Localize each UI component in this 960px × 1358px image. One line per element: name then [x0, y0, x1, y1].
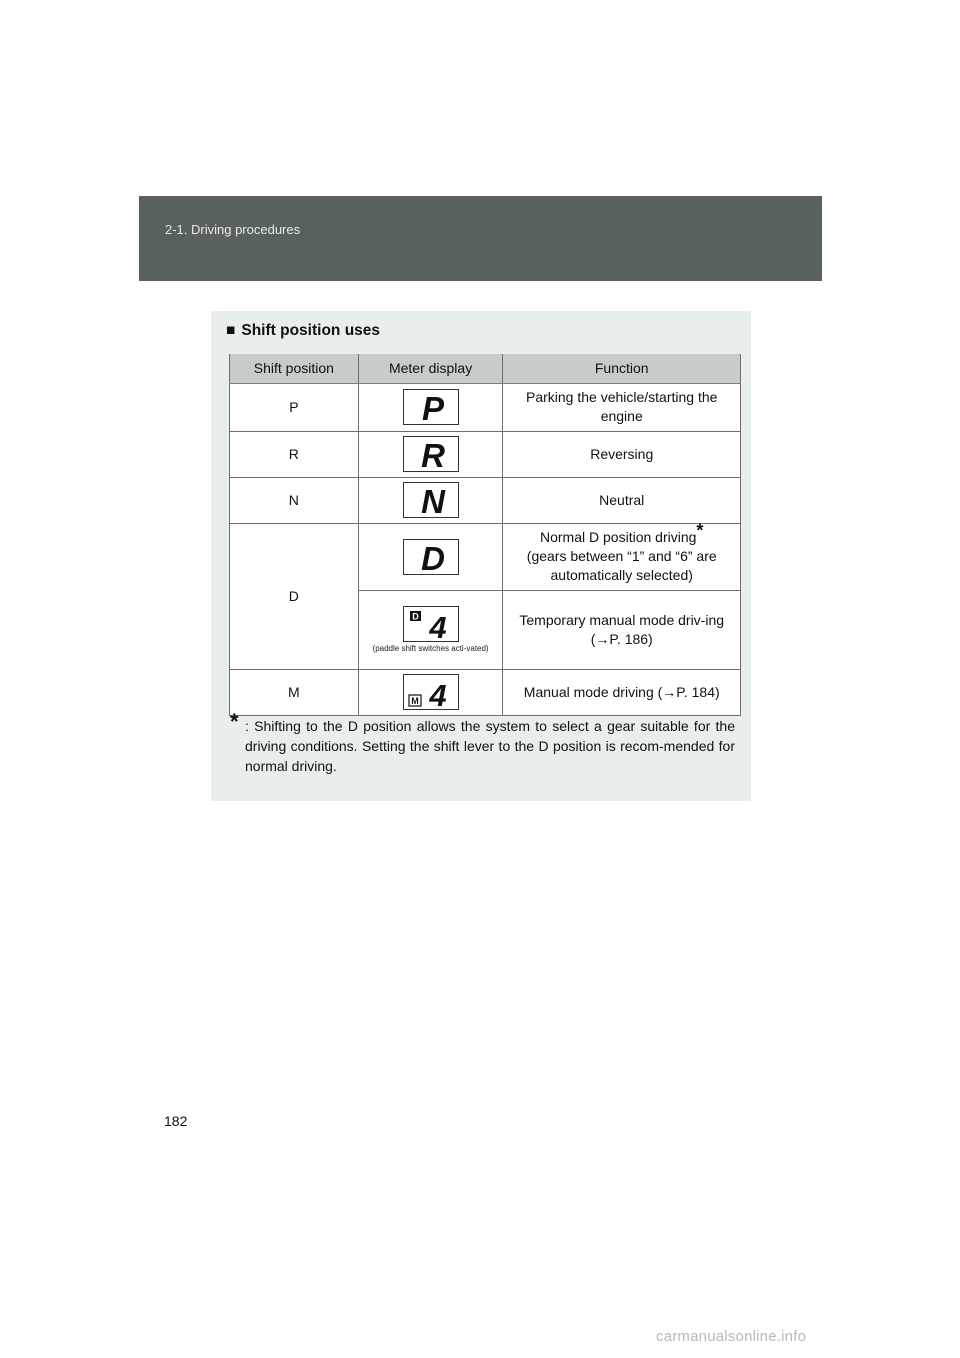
- lcd-digit: 4: [428, 678, 447, 711]
- lcd-glyph: D: [420, 539, 445, 576]
- meter-display-m4-icon: [403, 674, 459, 710]
- cell-meter-display: [358, 669, 503, 715]
- footnote-text: : Shifting to the D position allows the system to select a gear suitable for the driving conditions. Setting the shift lever to the D position is recom-mended for normal driving.: [245, 718, 735, 774]
- section-title: 2-1. Driving procedures: [165, 222, 301, 237]
- meter-display-p-icon: [403, 389, 459, 425]
- lcd-badge: M: [410, 696, 419, 706]
- table-row: [230, 477, 741, 523]
- meter-display-d4-icon: [403, 606, 459, 642]
- table-row: [230, 383, 741, 431]
- table-header-row: [230, 354, 741, 383]
- cell-position: P: [230, 383, 359, 431]
- header-meter-display: Meter display: [358, 354, 503, 383]
- meter-display-n-icon: [403, 482, 459, 518]
- cell-function: Manual mode driving (→P. 184): [503, 669, 741, 715]
- watermark: carmanualsonline.info: [656, 1328, 807, 1345]
- cell-function: Reversing: [503, 431, 741, 477]
- panel-title-text: Shift position uses: [241, 322, 381, 339]
- lcd-glyph: R: [420, 437, 445, 473]
- header-function: Function: [503, 354, 741, 383]
- cell-meter-display: [358, 523, 503, 590]
- function-text: Normal D position driving: [540, 529, 697, 545]
- cell-meter-display: [358, 590, 503, 669]
- cell-meter-display: [358, 383, 503, 431]
- cell-function: [503, 520, 741, 590]
- cell-meter-display: [358, 431, 503, 477]
- lcd-glyph: N: [420, 483, 445, 519]
- square-bullet-icon: ■: [226, 322, 236, 339]
- cell-function: Temporary manual mode driv-ing (→P. 186): [503, 590, 741, 669]
- footnote: [230, 709, 735, 776]
- cell-position: R: [230, 431, 359, 477]
- panel-title: [226, 322, 380, 340]
- cell-meter-display: [358, 477, 503, 523]
- section-header-band: [139, 196, 822, 281]
- meter-display-note: (paddle shift switches acti-vated): [372, 643, 489, 653]
- function-detail: (gears between “1” and “6” are automatically selected): [526, 548, 717, 583]
- cell-position: D: [230, 523, 359, 669]
- cell-position: M: [230, 669, 359, 715]
- footnote-star-icon: *: [230, 709, 239, 734]
- shift-position-table: [229, 354, 741, 716]
- shift-position-panel: [211, 311, 751, 801]
- lcd-digit: 4: [428, 609, 447, 643]
- lcd-badge: D: [411, 611, 419, 621]
- cell-function: Neutral: [503, 477, 741, 523]
- table-row: [230, 431, 741, 477]
- page-number: 182: [164, 1113, 188, 1129]
- cell-position: N: [230, 477, 359, 523]
- table-row: [230, 669, 741, 715]
- header-shift-position: Shift position: [230, 354, 359, 383]
- cell-function: Parking the vehicle/starting the engine: [503, 383, 741, 431]
- table-row: [230, 523, 741, 590]
- footnote-star-icon: *: [696, 520, 704, 541]
- meter-display-r-icon: [403, 436, 459, 472]
- meter-display-d-icon: [403, 539, 459, 575]
- lcd-glyph: P: [421, 390, 444, 426]
